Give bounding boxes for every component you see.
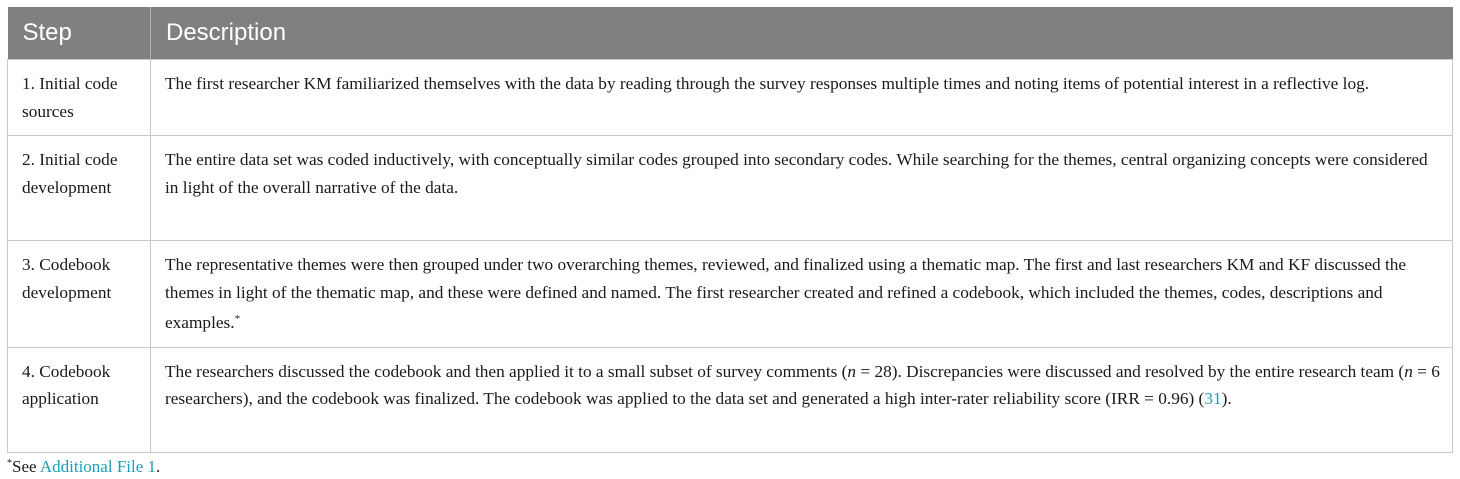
header-description: Description (151, 7, 1453, 60)
description-text: The researchers discussed the codebook and then applied it to a small subset of survey comments ( (165, 361, 848, 381)
reference-link[interactable]: 31 (1204, 389, 1222, 408)
table-row (8, 241, 1453, 348)
sample-size-variable: n (1404, 361, 1413, 381)
footnote-mark: * (7, 458, 12, 469)
step-cell: 1. Initial code sources (8, 60, 151, 136)
description-cell (151, 347, 1453, 452)
footnote-text: See (12, 457, 40, 476)
sample-size-variable: n (847, 361, 857, 381)
methods-table (7, 7, 1453, 453)
additional-file-link[interactable]: Additional File 1 (39, 457, 157, 476)
table-container (7, 7, 1452, 476)
table-header-row (8, 7, 1453, 60)
table-row (8, 347, 1453, 452)
table-row (8, 60, 1453, 136)
footnote-end: . (156, 457, 161, 476)
description-text: = 6 researchers), and the codebook was finalized. The codebook was applied to the data set and generated a high inter-rater reliability score (IRR = 0.96) ( (165, 361, 1440, 408)
footnote-marker: * (234, 313, 241, 325)
description-cell (151, 241, 1453, 348)
table-footnote (7, 457, 160, 477)
description-text: The representative themes were then grouped under two overarching themes, reviewed, and finalized using a thematic map. The first and last researchers KM and KF discussed the themes in light of the thematic map, and these were defined and named. The first researcher created and refined a codebook, which included the themes, codes, descriptions and examples. (165, 255, 1407, 332)
description-text: ). (1221, 389, 1232, 408)
description-cell: The first researcher KM familiarized themselves with the data by reading through the survey responses multiple times and noting items of potential interest in a reflective log. (151, 60, 1453, 136)
step-cell: 4. Codebook application (8, 347, 151, 452)
header-step: Step (8, 7, 151, 60)
table-row (8, 136, 1453, 241)
description-cell: The entire data set was coded inductively, with conceptually similar codes grouped into secondary codes. While searching for the themes, central organizing concepts were considered in light of the overall narrative of the data. (151, 136, 1453, 241)
step-cell: 3. Codebook development (8, 241, 151, 348)
description-text: = 28). Discrepancies were discussed and resolved by the entire research team ( (856, 361, 1405, 381)
step-cell: 2. Initial code development (8, 136, 151, 241)
